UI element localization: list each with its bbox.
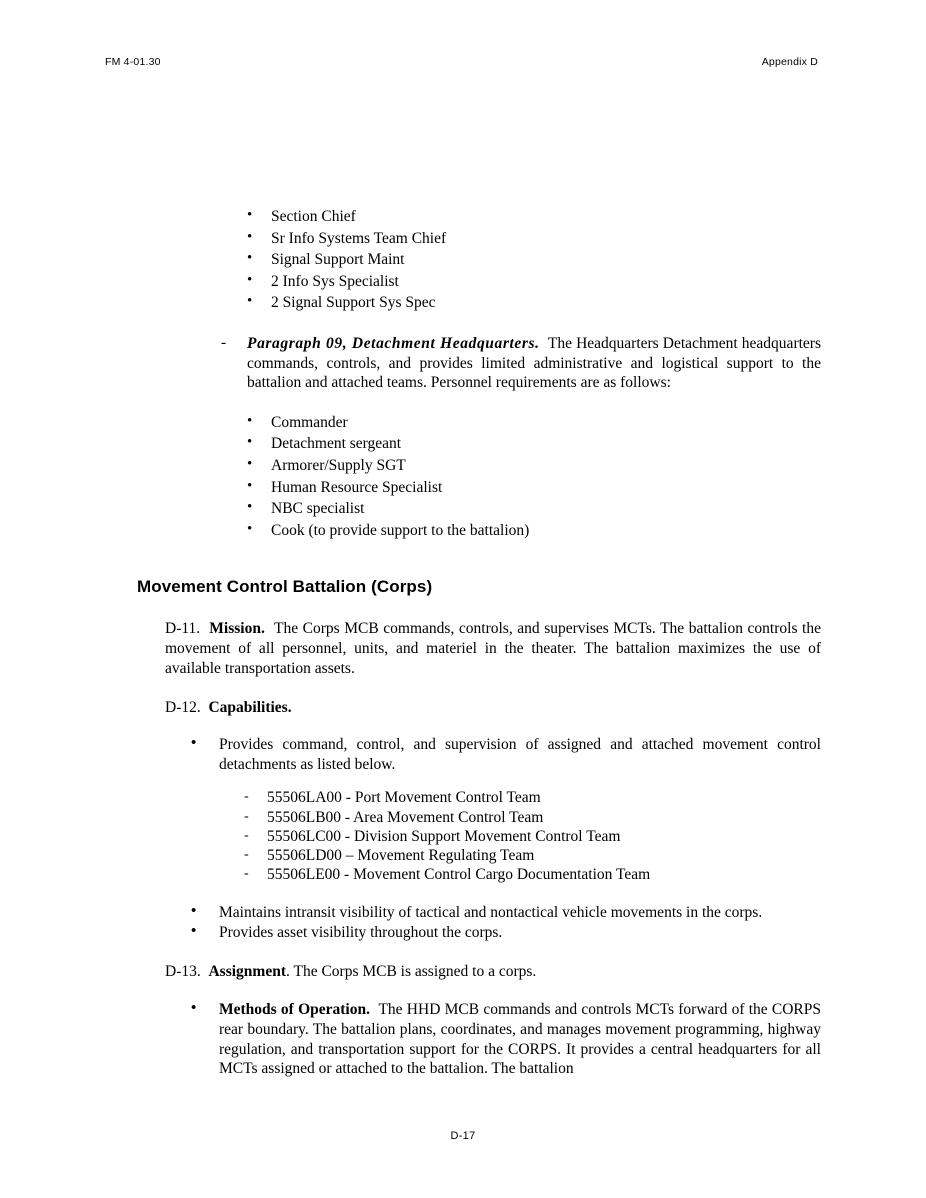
list-item: - 55506LC00 - Division Support Movement Control Team: [241, 827, 821, 846]
capabilities-bullets: [105, 735, 821, 775]
page-footer: [0, 1130, 926, 1142]
paragraph-09-text: [247, 334, 821, 393]
mct-team-list: [105, 788, 821, 884]
paragraph-d13: [165, 963, 821, 981]
list-item: • Commander: [245, 412, 821, 434]
capabilities-bullets-2: [105, 903, 821, 943]
header-document-number: FM 4-01.30: [105, 56, 161, 68]
paragraph-09-block: [215, 334, 821, 393]
paragraph-d13-body: . The Corps MCB is assigned to a corps.: [286, 962, 537, 980]
methods-body: The HHD MCB commands and controls MCTs forward of the CORPS rear boundary. The battalion plans, coordinates, and manages movement programming, highway regulation, and transportation support for the CORPS. It provides a central headquarters for all MCTs assigned or attached to the battalion. The battalion: [219, 1000, 821, 1078]
section-heading: Movement Control Battalion (Corps): [137, 577, 433, 597]
paragraph-d12-lead: Capabilities.: [208, 698, 292, 716]
paragraph-09-title: Paragraph 09, Detachment Headquarters.: [247, 334, 540, 352]
list-item: • Maintains intransit visibility of tactical and nontactical vehicle movements in the corps.: [187, 903, 821, 923]
list-item: - 55506LE00 - Movement Control Cargo Documentation Team: [241, 865, 821, 884]
list-item: • Provides asset visibility throughout the corps.: [187, 923, 821, 943]
paragraph-d11-lead: Mission.: [209, 620, 265, 638]
paragraph-d11-number: D-11.: [165, 620, 201, 638]
running-header: [105, 56, 821, 68]
list-item: - 55506LD00 – Movement Regulating Team: [241, 846, 821, 865]
list-item: • Cook (to provide support to the battalion): [245, 520, 821, 542]
paragraph-d12: [165, 699, 821, 717]
methods-lead: Methods of Operation.: [219, 1000, 370, 1018]
header-appendix-label: Appendix D: [761, 56, 818, 68]
paragraph-d13-lead: Assignment: [208, 962, 286, 980]
list-item: • Sr Info Systems Team Chief: [245, 228, 821, 250]
methods-of-operation-bullets: [105, 1000, 821, 1079]
list-item: - 55506LB00 - Area Movement Control Team: [241, 808, 821, 827]
list-item: • Signal Support Maint: [245, 249, 821, 271]
list-item: • Detachment sergeant: [245, 433, 821, 455]
paragraph-d13-number: D-13.: [165, 962, 201, 980]
list-item: - 55506LA00 - Port Movement Control Team: [241, 788, 821, 807]
list-item: • Provides command, control, and supervision of assigned and attached movement control detachments as listed below.: [187, 735, 821, 775]
list-item: • Armorer/Supply SGT: [245, 455, 821, 477]
paragraph-d12-number: D-12.: [165, 698, 201, 716]
list-item: • Section Chief: [245, 206, 821, 228]
detachment-list: [105, 412, 821, 542]
paragraph-d11-body: The Corps MCB commands, controls, and supervises MCTs. The battalion controls the movement of all personnel, units, and materiel in the theater. The battalion maximizes the use of available transportation assets.: [165, 620, 821, 677]
list-item: • NBC specialist: [245, 498, 821, 520]
paragraph-09-body: The Headquarters Detachment headquarters commands, controls, and provides limited administrative and logistical support to the battalion and attached teams. Personnel requirements are as follows:: [247, 334, 821, 392]
page-number: D-17: [450, 1130, 476, 1142]
list-item: • 2 Info Sys Specialist: [245, 271, 821, 293]
paragraph-d11: [165, 619, 821, 678]
list-item: • Human Resource Specialist: [245, 477, 821, 499]
list-item: [187, 1000, 821, 1079]
list-item: • 2 Signal Support Sys Spec: [245, 292, 821, 314]
staff-list: [105, 206, 821, 314]
top-spacer: [105, 68, 821, 206]
